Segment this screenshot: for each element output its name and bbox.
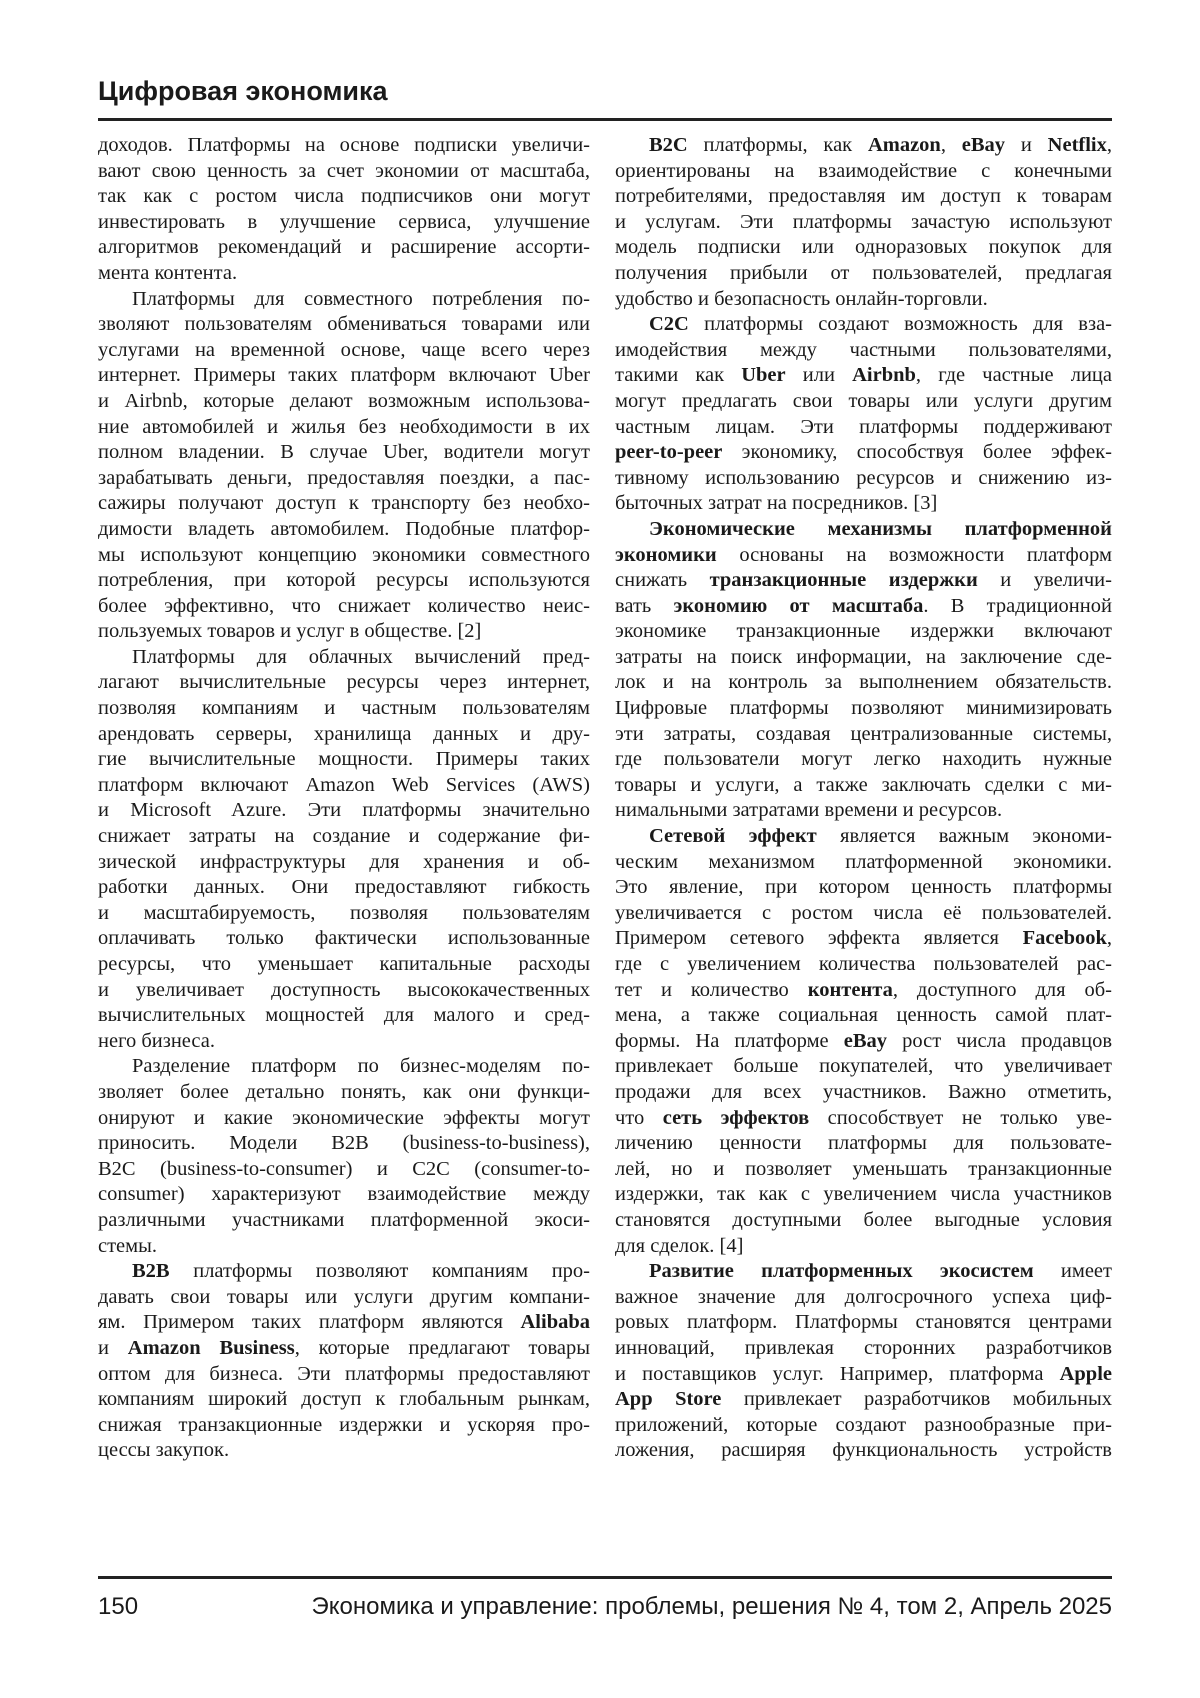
text-line: димости владеть автомобилем. Подобные платфор- bbox=[98, 517, 590, 540]
text-line: пользуемых товаров и услуг в обществе. [2] bbox=[98, 620, 482, 643]
footer-rule bbox=[98, 1576, 1112, 1579]
text-line: потребления, при которой ресурсы используются bbox=[98, 569, 590, 592]
text-line: вают свою ценность за счет экономии от масштаба, bbox=[98, 159, 590, 182]
article-body bbox=[98, 133, 1112, 1464]
text-line: давать свои товары или услуги другим компани- bbox=[98, 1285, 590, 1308]
text-line: ориентированы на взаимодействие с конечными bbox=[615, 159, 1112, 182]
text-line: лок и на контроль за выполнением обязательств. bbox=[615, 671, 1112, 694]
text-line: личению ценности платформы для пользовате- bbox=[615, 1132, 1112, 1155]
text-line: App Store привлекает разработчиков мобильных bbox=[615, 1388, 1112, 1411]
text-line: зарабатывать деньги, предоставляя поездки, а пас- bbox=[98, 466, 590, 489]
text-line: платформ включают Amazon Web Services (AWS) bbox=[98, 773, 590, 796]
text-line: мента контента. bbox=[98, 261, 238, 284]
text-line: быточных затрат на посредников. [3] bbox=[615, 492, 938, 515]
text-line: эти затраты, создавая централизованные системы, bbox=[615, 722, 1112, 745]
text-line: оптом для бизнеса. Эти платформы предоставляют bbox=[98, 1362, 590, 1385]
text-line: Сетевой эффект является важным экономи- bbox=[649, 825, 1112, 848]
text-line: consumer) характеризуют взаимодействие между bbox=[98, 1183, 590, 1206]
paragraph bbox=[98, 1054, 590, 1259]
text-line: стемы. bbox=[98, 1234, 158, 1257]
text-line: экономики основаны на возможности платформ bbox=[615, 543, 1112, 566]
text-line: ресурсы, что уменьшает капитальные расходы bbox=[98, 953, 590, 975]
text-line: peer-to-peer экономику, способствуя более эффек- bbox=[615, 441, 1112, 464]
text-line: арендовать серверы, хранилища данных и дру- bbox=[98, 722, 590, 745]
paragraph bbox=[615, 517, 1112, 824]
text-line: потребителями, предоставляя им доступ к товарам bbox=[615, 185, 1112, 208]
text-line: более эффективно, что снижает количество неис- bbox=[98, 594, 590, 617]
text-line: ложения, расширяя функциональность устройств bbox=[615, 1439, 1112, 1462]
text-line: тивному использованию ресурсов и снижению из- bbox=[615, 466, 1112, 489]
text-line: Платформы для облачных вычислений пред- bbox=[132, 645, 590, 668]
text-line: Платформы для совместного потребления по- bbox=[132, 287, 590, 310]
text-line: частным лицам. Эти платформы поддерживают bbox=[615, 415, 1112, 438]
header-rule bbox=[98, 118, 1112, 121]
text-line: удобство и безопасность онлайн-торговли. bbox=[615, 287, 988, 310]
paragraph bbox=[98, 1259, 590, 1464]
text-line: и Microsoft Azure. Эти платформы значительно bbox=[98, 799, 590, 822]
text-line: где пользователи могут легко находить нужные bbox=[615, 748, 1112, 771]
text-line: приложений, которые создают разнообразные при- bbox=[615, 1413, 1112, 1436]
text-line: модель подписки или одноразовых покупок для bbox=[615, 236, 1112, 259]
text-line: зволяют пользователям обмениваться товарами или bbox=[98, 313, 590, 336]
text-line: лагают вычислительные ресурсы через интернет, bbox=[98, 671, 590, 694]
text-line: снижать транзакционные издержки и увеличи- bbox=[615, 569, 1112, 592]
section-title: Цифровая экономика bbox=[98, 76, 388, 106]
page-footer bbox=[98, 1593, 1112, 1621]
text-line: такими как Uber или Airbnb, где частные лица bbox=[615, 364, 1112, 387]
text-line: инвестировать в улучшение сервиса, улучшение bbox=[98, 210, 590, 233]
text-line: онируют и какие экономические эффекты могут bbox=[98, 1106, 590, 1129]
text-line: Это явление, при котором ценность платформы bbox=[615, 876, 1112, 899]
paragraph bbox=[98, 133, 590, 287]
text-line: алгоритмов рекомендаций и расширение ассорти- bbox=[98, 236, 590, 259]
text-line: продажи для всех участников. Важно отметить, bbox=[615, 1080, 1112, 1103]
text-line: затраты на поиск информации, на заключение сде- bbox=[615, 645, 1112, 668]
text-line: Примером сетевого эффекта является Facebook, bbox=[615, 927, 1112, 950]
text-line: получения прибыли от пользователей, предлагая bbox=[615, 261, 1112, 284]
paragraph bbox=[615, 312, 1112, 517]
text-line: экономике транзакционные издержки включают bbox=[615, 620, 1112, 643]
left-column bbox=[98, 133, 590, 1464]
text-line: ние автомобилей и жилья без необходимости в их bbox=[98, 415, 590, 438]
text-line: для сделок. [4] bbox=[615, 1234, 744, 1257]
text-line: оплачивать только фактически использованные bbox=[98, 927, 590, 950]
text-line: него бизнеса. bbox=[98, 1029, 215, 1052]
text-line: B2B платформы позволяют компаниям про- bbox=[132, 1260, 590, 1283]
text-line: мы используют концепцию экономики совместного bbox=[98, 543, 590, 566]
text-line: Развитие платформенных экосистем имеет bbox=[649, 1260, 1112, 1283]
text-line: становятся доступными более выгодные условия bbox=[615, 1208, 1112, 1231]
text-line: и масштабируемость, позволяя пользователям bbox=[98, 901, 590, 924]
text-line: и Airbnb, которые делают возможным использова- bbox=[98, 389, 590, 412]
paragraph bbox=[615, 133, 1112, 312]
text-line: компаниям широкий доступ к глобальным рынкам, bbox=[98, 1388, 590, 1411]
text-line: важное значение для долгосрочного успеха циф- bbox=[615, 1285, 1112, 1308]
text-line: различными участниками платформенной экоси- bbox=[98, 1208, 590, 1231]
text-line: ческим механизмом платформенной экономики. bbox=[615, 850, 1112, 873]
text-line: товары и услуги, а также заключать сделки с ми- bbox=[615, 773, 1112, 796]
text-line: работки данных. Они предоставляют гибкость bbox=[98, 876, 590, 899]
text-line: инноваций, привлекая сторонних разработчиков bbox=[615, 1336, 1112, 1359]
right-column bbox=[615, 133, 1112, 1464]
text-line: и Amazon Business, которые предлагают товары bbox=[98, 1336, 590, 1359]
text-line: лей, но и позволяет уменьшать транзакционные bbox=[615, 1157, 1112, 1180]
text-line: где с увеличением количества пользователей рас- bbox=[615, 953, 1112, 975]
journal-citation: Экономика и управление: проблемы, решения № 4, том 2, Апрель 2025 bbox=[311, 1593, 1112, 1620]
text-line: тет и количество контента, доступного для об- bbox=[615, 978, 1112, 1001]
text-line: и услугам. Эти платформы зачастую используют bbox=[615, 210, 1112, 233]
text-line: зической инфраструктуры для хранения и об- bbox=[98, 850, 590, 873]
text-line: что сеть эффектов способствует не только уве- bbox=[615, 1106, 1112, 1129]
paragraph bbox=[615, 1259, 1112, 1464]
text-line: C2C платформы создают возможность для вза- bbox=[649, 313, 1112, 336]
text-line: нимальными затратами времени и ресурсов. bbox=[615, 799, 1003, 822]
text-line: снижает затраты на создание и содержание фи- bbox=[98, 825, 590, 848]
text-line: доходов. Платформы на основе подписки увеличи- bbox=[98, 134, 590, 156]
page-number: 150 bbox=[98, 1593, 139, 1620]
paragraph bbox=[98, 287, 590, 645]
text-line: позволяя компаниям и частным пользователям bbox=[98, 697, 590, 720]
text-line: услугами на временной основе, чаще всего через bbox=[98, 338, 590, 361]
text-line: Разделение платформ по бизнес-моделям по- bbox=[132, 1055, 590, 1078]
text-line: зволяет более детально понять, как они функци- bbox=[98, 1080, 590, 1103]
text-line: Цифровые платформы позволяют минимизировать bbox=[615, 697, 1112, 720]
text-line: вычислительных мощностей для малого и сред- bbox=[98, 1004, 590, 1027]
text-line: приносить. Модели B2B (business-to-business), bbox=[98, 1132, 590, 1155]
text-line: имодействия между частными пользователями, bbox=[615, 338, 1112, 361]
text-line: цессы закупок. bbox=[98, 1439, 230, 1462]
text-line: и поставщиков услуг. Например, платформа Apple bbox=[615, 1362, 1112, 1385]
text-line: гие вычислительные мощности. Примеры таких bbox=[98, 748, 590, 771]
text-line: вать экономию от масштаба. В традиционной bbox=[615, 594, 1112, 617]
text-line: снижая транзакционные издержки и ускоряя про- bbox=[98, 1413, 590, 1436]
text-line: сажиры получают доступ к транспорту без необхо- bbox=[98, 492, 590, 515]
text-line: привлекает больше покупателей, что увеличивает bbox=[615, 1055, 1112, 1078]
paragraph bbox=[615, 824, 1112, 1259]
text-line: Экономические механизмы платформенной bbox=[649, 517, 1112, 540]
text-line: формы. На платформе eBay рост числа продавцов bbox=[615, 1029, 1112, 1052]
text-line: так как с ростом числа подписчиков они могут bbox=[98, 185, 590, 208]
text-line: B2C платформы, как Amazon, eBay и Netflix, bbox=[649, 134, 1112, 156]
text-line: могут предлагать свои товары или услуги другим bbox=[615, 389, 1112, 412]
paragraph bbox=[98, 645, 590, 1055]
text-line: и увеличивает доступность высококачественных bbox=[98, 978, 590, 1001]
text-line: интернет. Примеры таких платформ включают Uber bbox=[98, 364, 590, 387]
text-line: издержки, так как с увеличением числа участников bbox=[615, 1183, 1112, 1206]
text-line: увеличивается с ростом числа её пользователей. bbox=[615, 901, 1112, 924]
text-line: B2C (business-to-consumer) и C2C (consumer-to- bbox=[98, 1157, 590, 1180]
text-line: мена, а также социальная ценность самой плат- bbox=[615, 1004, 1112, 1027]
text-line: ям. Примером таких платформ являются Alibaba bbox=[98, 1311, 590, 1334]
text-line: ровых платформ. Платформы становятся центрами bbox=[615, 1311, 1112, 1334]
text-line: полном владении. В случае Uber, водители могут bbox=[98, 441, 590, 464]
